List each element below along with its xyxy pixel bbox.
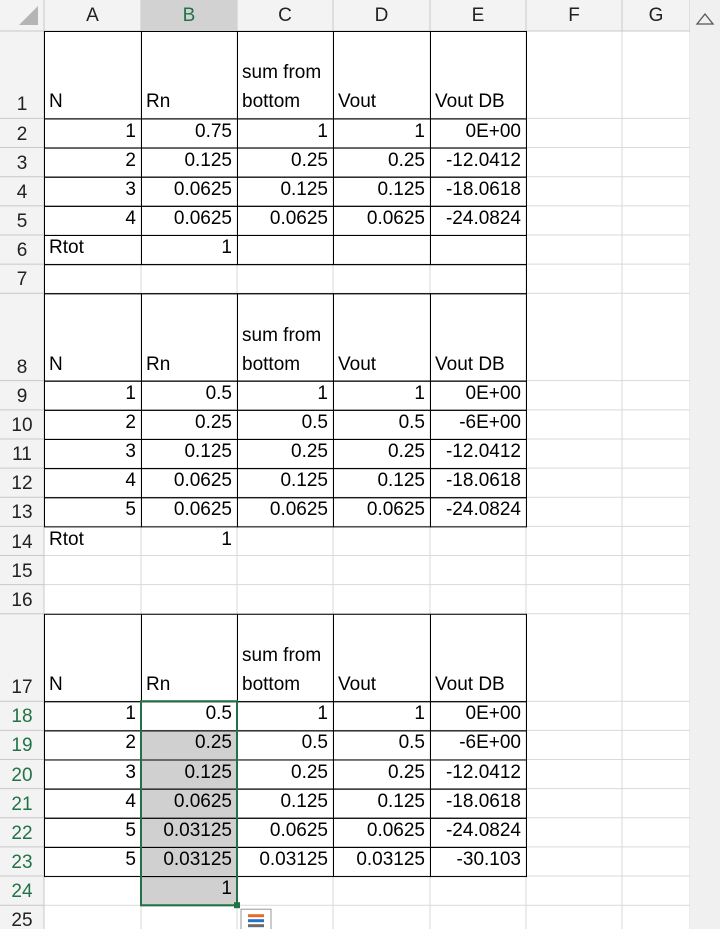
cell-c4[interactable]: 0.125 [280,178,328,200]
cell-c11[interactable]: 0.25 [291,441,328,463]
cell-d20[interactable]: 0.25 [388,761,425,783]
row-header-22[interactable]: 22 [11,822,33,844]
cell-b19[interactable]: 0.25 [195,732,232,754]
cell-b5[interactable]: 0.0625 [173,207,232,229]
cell-a10[interactable]: 2 [125,411,136,433]
cell-b24[interactable]: 1 [221,878,232,900]
cell-a2[interactable]: 1 [125,120,136,142]
row-header-25[interactable]: 25 [11,910,33,932]
cell-c8[interactable]: sum from bottom [242,324,322,375]
cell-d9[interactable]: 1 [414,382,425,404]
cell-a3[interactable]: 2 [125,149,136,171]
cell-d10[interactable]: 0.5 [398,411,425,433]
row-header-21[interactable]: 21 [11,793,33,815]
cell-a20[interactable]: 3 [125,761,136,783]
row-header-12[interactable]: 12 [11,473,33,495]
cell-d8[interactable]: Vout [338,353,377,375]
cell-e20[interactable]: -12.0412 [445,761,521,783]
cell-b9[interactable]: 0.5 [205,382,232,404]
cell-e2[interactable]: 0E+00 [465,120,521,142]
cell-d2[interactable]: 1 [414,120,425,142]
cell-c10[interactable]: 0.5 [301,411,328,433]
cell-b21[interactable]: 0.0625 [173,790,232,812]
cell-a19[interactable]: 2 [125,732,136,754]
cell-c18[interactable]: 1 [317,703,328,725]
cell-e10[interactable]: -6E+00 [459,411,521,433]
cell-a18[interactable]: 1 [125,703,136,725]
cell-e5[interactable]: -24.0824 [445,207,521,229]
row-header-2[interactable]: 2 [16,123,28,145]
row-header-16[interactable]: 16 [11,589,33,611]
cell-c21[interactable]: 0.125 [280,790,328,812]
cell-a21[interactable]: 4 [125,790,136,812]
row-header-13[interactable]: 13 [11,502,33,524]
row-header-24[interactable]: 24 [11,881,33,903]
cell-d18[interactable]: 1 [414,703,425,725]
cell-c12[interactable]: 0.125 [280,470,328,492]
cell-b18[interactable]: 0.5 [205,703,232,725]
cell-c19[interactable]: 0.5 [301,732,328,754]
cell-d3[interactable]: 0.25 [388,149,425,171]
cell-a17[interactable]: N [49,674,63,696]
cell-d4[interactable]: 0.125 [377,178,425,200]
cell-b22[interactable]: 0.03125 [163,819,232,841]
cell-a6[interactable]: Rtot [49,237,84,259]
row-header-3[interactable]: 3 [16,152,28,174]
cell-e4[interactable]: -18.0618 [445,178,521,200]
row-header-11[interactable]: 11 [12,444,32,466]
row-header-10[interactable]: 10 [11,414,33,436]
row-header-4[interactable]: 4 [16,181,28,203]
cell-a4[interactable]: 3 [125,178,136,200]
row-header-20[interactable]: 20 [11,764,33,786]
cell-d13[interactable]: 0.0625 [366,499,425,521]
cell-d23[interactable]: 0.03125 [356,849,425,871]
cell-d17[interactable]: Vout [338,674,377,696]
cell-a9[interactable]: 1 [125,382,136,404]
cell-b20[interactable]: 0.125 [184,761,232,783]
cell-c20[interactable]: 0.25 [291,761,328,783]
cell-c22[interactable]: 0.0625 [269,819,328,841]
row-header-19[interactable]: 19 [11,735,33,757]
cell-d1[interactable]: Vout [338,91,377,113]
cell-e9[interactable]: 0E+00 [465,382,521,404]
cell-d19[interactable]: 0.5 [398,732,425,754]
cell-c1[interactable]: sum from bottom [242,62,322,113]
row-header-23[interactable]: 23 [11,852,33,874]
cell-a14[interactable]: Rtot [49,528,84,550]
cell-d12[interactable]: 0.125 [377,470,425,492]
column-header-c[interactable]: C [278,4,292,26]
cell-b13[interactable]: 0.0625 [173,499,232,521]
cell-c2[interactable]: 1 [317,120,328,142]
cell-d22[interactable]: 0.0625 [366,819,425,841]
column-header-e[interactable]: E [471,4,485,26]
cell-b14[interactable]: 1 [221,528,232,550]
column-header-f[interactable]: F [568,4,580,26]
row-header-6[interactable]: 6 [16,240,28,262]
row-header-17[interactable]: 17 [11,677,33,699]
row-header-14[interactable]: 14 [11,531,33,553]
cell-d5[interactable]: 0.0625 [366,207,425,229]
cell-e13[interactable]: -24.0824 [445,499,521,521]
cell-b8[interactable]: Rn [146,353,171,375]
cell-e19[interactable]: -6E+00 [459,732,521,754]
row-header-7[interactable]: 7 [16,269,28,291]
cell-a23[interactable]: 5 [125,849,136,871]
cell-b10[interactable]: 0.25 [195,411,232,433]
cell-b6[interactable]: 1 [221,237,232,259]
cell-a13[interactable]: 5 [125,499,136,521]
cell-e23[interactable]: -30.103 [456,849,521,871]
cell-c17[interactable]: sum from bottom [242,645,322,696]
cell-a8[interactable]: N [49,353,63,375]
cell-e3[interactable]: -12.0412 [445,149,521,171]
cell-c23[interactable]: 0.03125 [259,849,328,871]
row-header-5[interactable]: 5 [16,210,28,232]
cell-a5[interactable]: 4 [125,207,136,229]
quick-analysis-icon[interactable] [241,909,271,929]
cell-e22[interactable]: -24.0824 [445,819,521,841]
vertical-scrollbar[interactable] [690,0,720,929]
column-header-d[interactable]: D [374,4,389,26]
cell-e8[interactable]: Vout DB [435,353,505,375]
cell-e12[interactable]: -18.0618 [445,470,521,492]
row-header-9[interactable]: 9 [16,385,28,407]
row-header-1[interactable]: 1 [16,94,28,116]
cell-b4[interactable]: 0.0625 [173,178,232,200]
cell-b11[interactable]: 0.125 [184,441,232,463]
cell-c9[interactable]: 1 [317,382,328,404]
cell-a1[interactable]: N [49,91,63,113]
cell-e1[interactable]: Vout DB [435,91,505,113]
cell-b17[interactable]: Rn [146,674,171,696]
column-header-a[interactable]: A [86,4,99,26]
cell-e17[interactable]: Vout DB [435,674,505,696]
row-header-15[interactable]: 15 [11,560,33,582]
cell-c5[interactable]: 0.0625 [269,207,328,229]
row-header-8[interactable]: 8 [16,356,28,378]
cell-c13[interactable]: 0.0625 [269,499,328,521]
cell-a22[interactable]: 5 [125,819,136,841]
row-header-18[interactable]: 18 [11,706,33,728]
cell-b1[interactable]: Rn [146,91,171,113]
cell-b2[interactable]: 0.75 [195,120,232,142]
cell-a11[interactable]: 3 [125,441,136,463]
cell-b3[interactable]: 0.125 [184,149,232,171]
cell-b23[interactable]: 0.03125 [163,849,232,871]
column-header-g[interactable]: G [648,4,664,26]
column-header-b[interactable]: B [141,0,237,31]
cell-d11[interactable]: 0.25 [388,441,425,463]
cell-c3[interactable]: 0.25 [291,149,328,171]
cell-e21[interactable]: -18.0618 [445,790,521,812]
cell-a12[interactable]: 4 [125,470,136,492]
cell-b12[interactable]: 0.0625 [173,470,232,492]
cell-d21[interactable]: 0.125 [377,790,425,812]
cell-e18[interactable]: 0E+00 [465,703,521,725]
cell-e11[interactable]: -12.0412 [445,441,521,463]
